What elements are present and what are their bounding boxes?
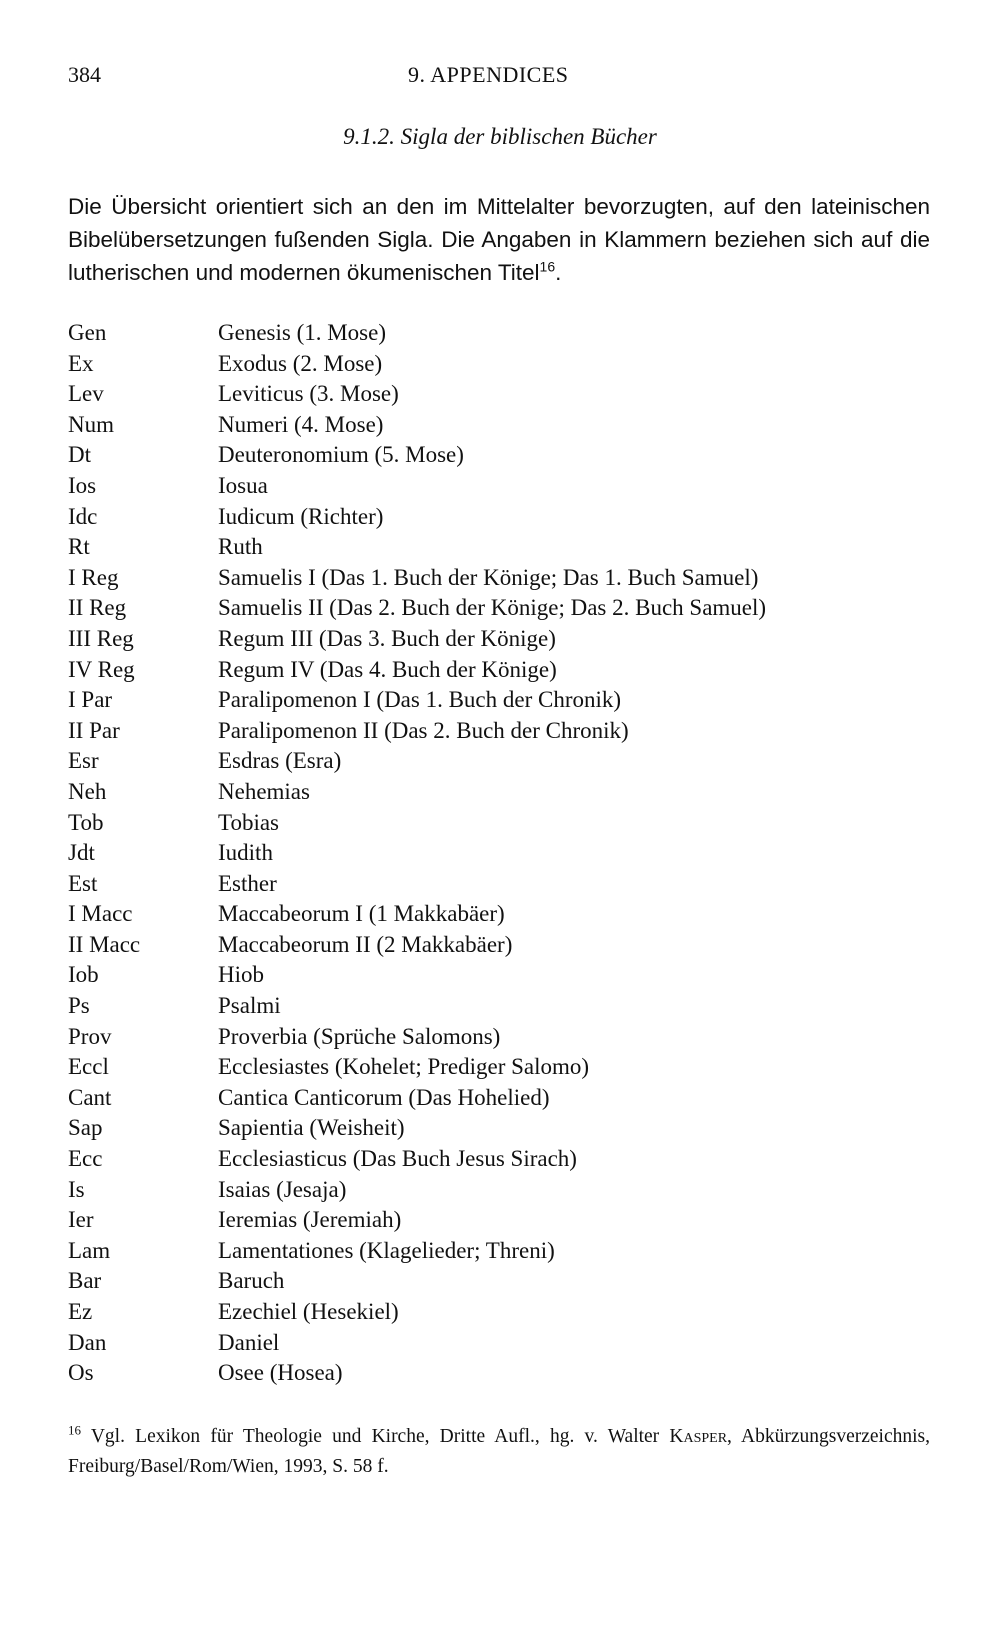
sigla-row: [68, 960, 930, 991]
sigla-row: [68, 318, 930, 349]
sigla-row: [68, 410, 930, 441]
sigla-row: [68, 1358, 930, 1389]
running-head: 9. APPENDICES: [408, 62, 569, 87]
sigla-book-title: Cantica Canticorum (Das Hohelied): [218, 1084, 550, 1110]
sigla-abbreviation: II Macc: [68, 931, 141, 957]
sigla-book-title: Deuteronomium (5. Mose): [218, 442, 464, 468]
sigla-row: [68, 624, 930, 655]
sigla-abbreviation: IV Reg: [68, 656, 135, 682]
sigla-row: [68, 593, 930, 624]
sigla-book-title: Esdras (Esra): [218, 748, 342, 774]
sigla-book-title: Iosua: [218, 472, 268, 498]
sigla-abbreviation: Ps: [68, 993, 90, 1019]
sigla-row: [68, 1022, 930, 1053]
sigla-row: [68, 1175, 930, 1206]
sigla-book-title: Ecclesiasticus (Das Buch Jesus Sirach): [218, 1146, 577, 1172]
sigla-row: [68, 379, 930, 410]
sigla-row: [68, 685, 930, 716]
sigla-abbreviation: Num: [68, 411, 114, 437]
sigla-book-title: Sapientia (Weisheit): [218, 1115, 405, 1141]
sigla-abbreviation: Rt: [68, 534, 90, 560]
sigla-book-title: Proverbia (Sprüche Salomons): [218, 1023, 501, 1049]
sigla-abbreviation: Gen: [68, 320, 107, 345]
sigla-abbreviation: Sap: [68, 1115, 103, 1141]
sigla-abbreviation: Ecc: [68, 1146, 103, 1172]
sigla-abbreviation: I Macc: [68, 901, 133, 927]
sigla-row: [68, 471, 930, 502]
footnote: [68, 1422, 930, 1482]
sigla-abbreviation: Ex: [68, 350, 94, 376]
footnote-number: 16: [68, 1422, 81, 1438]
sigla-abbreviation: Eccl: [68, 1054, 109, 1080]
intro-paragraph: [68, 190, 930, 289]
sigla-book-title: Genesis (1. Mose): [218, 320, 386, 345]
sigla-row: [68, 1328, 930, 1359]
sigla-book-title: Tobias: [218, 809, 279, 835]
sigla-abbreviation: II Reg: [68, 595, 127, 621]
sigla-book-title: Iudith: [218, 840, 273, 866]
sigla-row: [68, 440, 930, 471]
sigla-book-title: Ecclesiastes (Kohelet; Prediger Salomo): [218, 1054, 590, 1080]
sigla-abbreviation: Neh: [68, 778, 107, 804]
sigla-abbreviation: II Par: [68, 717, 120, 743]
sigla-abbreviation: Est: [68, 870, 98, 896]
sigla-abbreviation: I Par: [68, 687, 113, 713]
sigla-row: [68, 563, 930, 594]
sigla-row: [68, 1266, 930, 1297]
sigla-abbreviation: Lam: [68, 1237, 111, 1263]
page-number: 384: [68, 62, 101, 87]
sigla-abbreviation: III Reg: [68, 625, 134, 651]
intro-text: Die Übersicht orientiert sich an den im Mittelalter bevorzugten, auf den lateinischen Bibelübersetzungen fußenden Sigla. Die Angaben in Klammern beziehen sich auf die lutherischen und modernen ökumenischen Titel: [68, 194, 930, 285]
sigla-row: [68, 1144, 930, 1175]
sigla-book-title: Iudicum (Richter): [218, 503, 384, 529]
sigla-row: [68, 869, 930, 900]
sigla-book-title: Nehemias: [218, 778, 310, 804]
sigla-row: [68, 655, 930, 686]
footnote-text-after: , Abkürzungsverzeichnis, Freiburg/Basel/Rom/Wien, 1993, S. 58 f.: [68, 1426, 930, 1477]
footnote-text-before: Vgl. Lexikon für Theologie und Kirche, Dritte Aufl., hg. v. Walter: [90, 1426, 660, 1447]
sigla-row: [68, 1236, 930, 1267]
sigla-book-title: Paralipomenon I (Das 1. Buch der Chronik): [218, 687, 622, 713]
sigla-book-title: Psalmi: [218, 993, 281, 1019]
sigla-row: [68, 930, 930, 961]
sigla-row: [68, 1205, 930, 1236]
sigla-book-title: Maccabeorum II (2 Makkabäer): [218, 931, 513, 957]
sigla-list: [68, 318, 930, 1389]
page-header: [68, 62, 930, 92]
sigla-book-title: Esther: [218, 870, 277, 896]
footnote-reference: 16: [539, 258, 556, 275]
sigla-book-title: Samuelis II (Das 2. Buch der Könige; Das 2. Buch Samuel): [218, 595, 767, 621]
sigla-row: [68, 1113, 930, 1144]
sigla-abbreviation: Ez: [68, 1299, 93, 1324]
sigla-book-title: Paralipomenon II (Das 2. Buch der Chronik): [218, 717, 629, 743]
sigla-abbreviation: Os: [68, 1360, 94, 1386]
sigla-book-title: Ezechiel (Hesekiel): [218, 1299, 399, 1324]
intro-end: .: [555, 260, 562, 285]
sigla-abbreviation: I Reg: [68, 564, 119, 590]
sigla-abbreviation: Iob: [68, 962, 99, 988]
sigla-row: [68, 502, 930, 533]
sigla-abbreviation: Lev: [68, 381, 104, 407]
sigla-book-title: Daniel: [218, 1329, 280, 1355]
sigla-book-title: Lamentationes (Klagelieder; Threni): [218, 1237, 555, 1263]
sigla-row: [68, 899, 930, 930]
sigla-row: [68, 1083, 930, 1114]
sigla-abbreviation: Dt: [68, 442, 91, 468]
sigla-book-title: Regum III (Das 3. Buch der Könige): [218, 625, 556, 651]
sigla-book-title: Maccabeorum I (1 Makkabäer): [218, 901, 505, 927]
sigla-abbreviation: Bar: [68, 1268, 102, 1294]
sigla-book-title: Hiob: [218, 962, 264, 988]
sigla-row: [68, 746, 930, 777]
sigla-abbreviation: Tob: [68, 809, 104, 835]
sigla-abbreviation: Esr: [68, 748, 99, 774]
sigla-book-title: Numeri (4. Mose): [218, 411, 384, 437]
sigla-abbreviation: Jdt: [68, 840, 95, 866]
sigla-book-title: Exodus (2. Mose): [218, 350, 383, 376]
sigla-row: [68, 532, 930, 563]
sigla-abbreviation: Prov: [68, 1023, 112, 1049]
sigla-book-title: Regum IV (Das 4. Buch der Könige): [218, 656, 557, 682]
sigla-row: [68, 349, 930, 380]
sigla-abbreviation: Ier: [68, 1207, 94, 1233]
sigla-abbreviation: Dan: [68, 1329, 107, 1355]
sigla-row: [68, 1052, 930, 1083]
sigla-book-title: Ruth: [218, 534, 263, 560]
sigla-book-title: Baruch: [218, 1268, 285, 1294]
sigla-row: [68, 777, 930, 808]
sigla-row: [68, 1297, 930, 1328]
sigla-abbreviation: Cant: [68, 1084, 112, 1110]
sigla-book-title: Osee (Hosea): [218, 1360, 343, 1386]
sigla-book-title: Isaias (Jesaja): [218, 1176, 347, 1202]
sigla-abbreviation: Idc: [68, 503, 98, 529]
sigla-book-title: Ieremias (Jeremiah): [218, 1207, 402, 1233]
footnote-author: Kasper: [669, 1426, 728, 1447]
section-title: 9.1.2. Sigla der biblischen Bücher: [343, 124, 657, 149]
sigla-row: [68, 991, 930, 1022]
sigla-book-title: Leviticus (3. Mose): [218, 381, 399, 407]
sigla-row: [68, 808, 930, 839]
sigla-abbreviation: Is: [68, 1176, 85, 1202]
sigla-row: [68, 838, 930, 869]
sigla-row: [68, 716, 930, 747]
sigla-abbreviation: Ios: [68, 472, 97, 498]
sigla-book-title: Samuelis I (Das 1. Buch der Könige; Das 1. Buch Samuel): [218, 564, 759, 590]
